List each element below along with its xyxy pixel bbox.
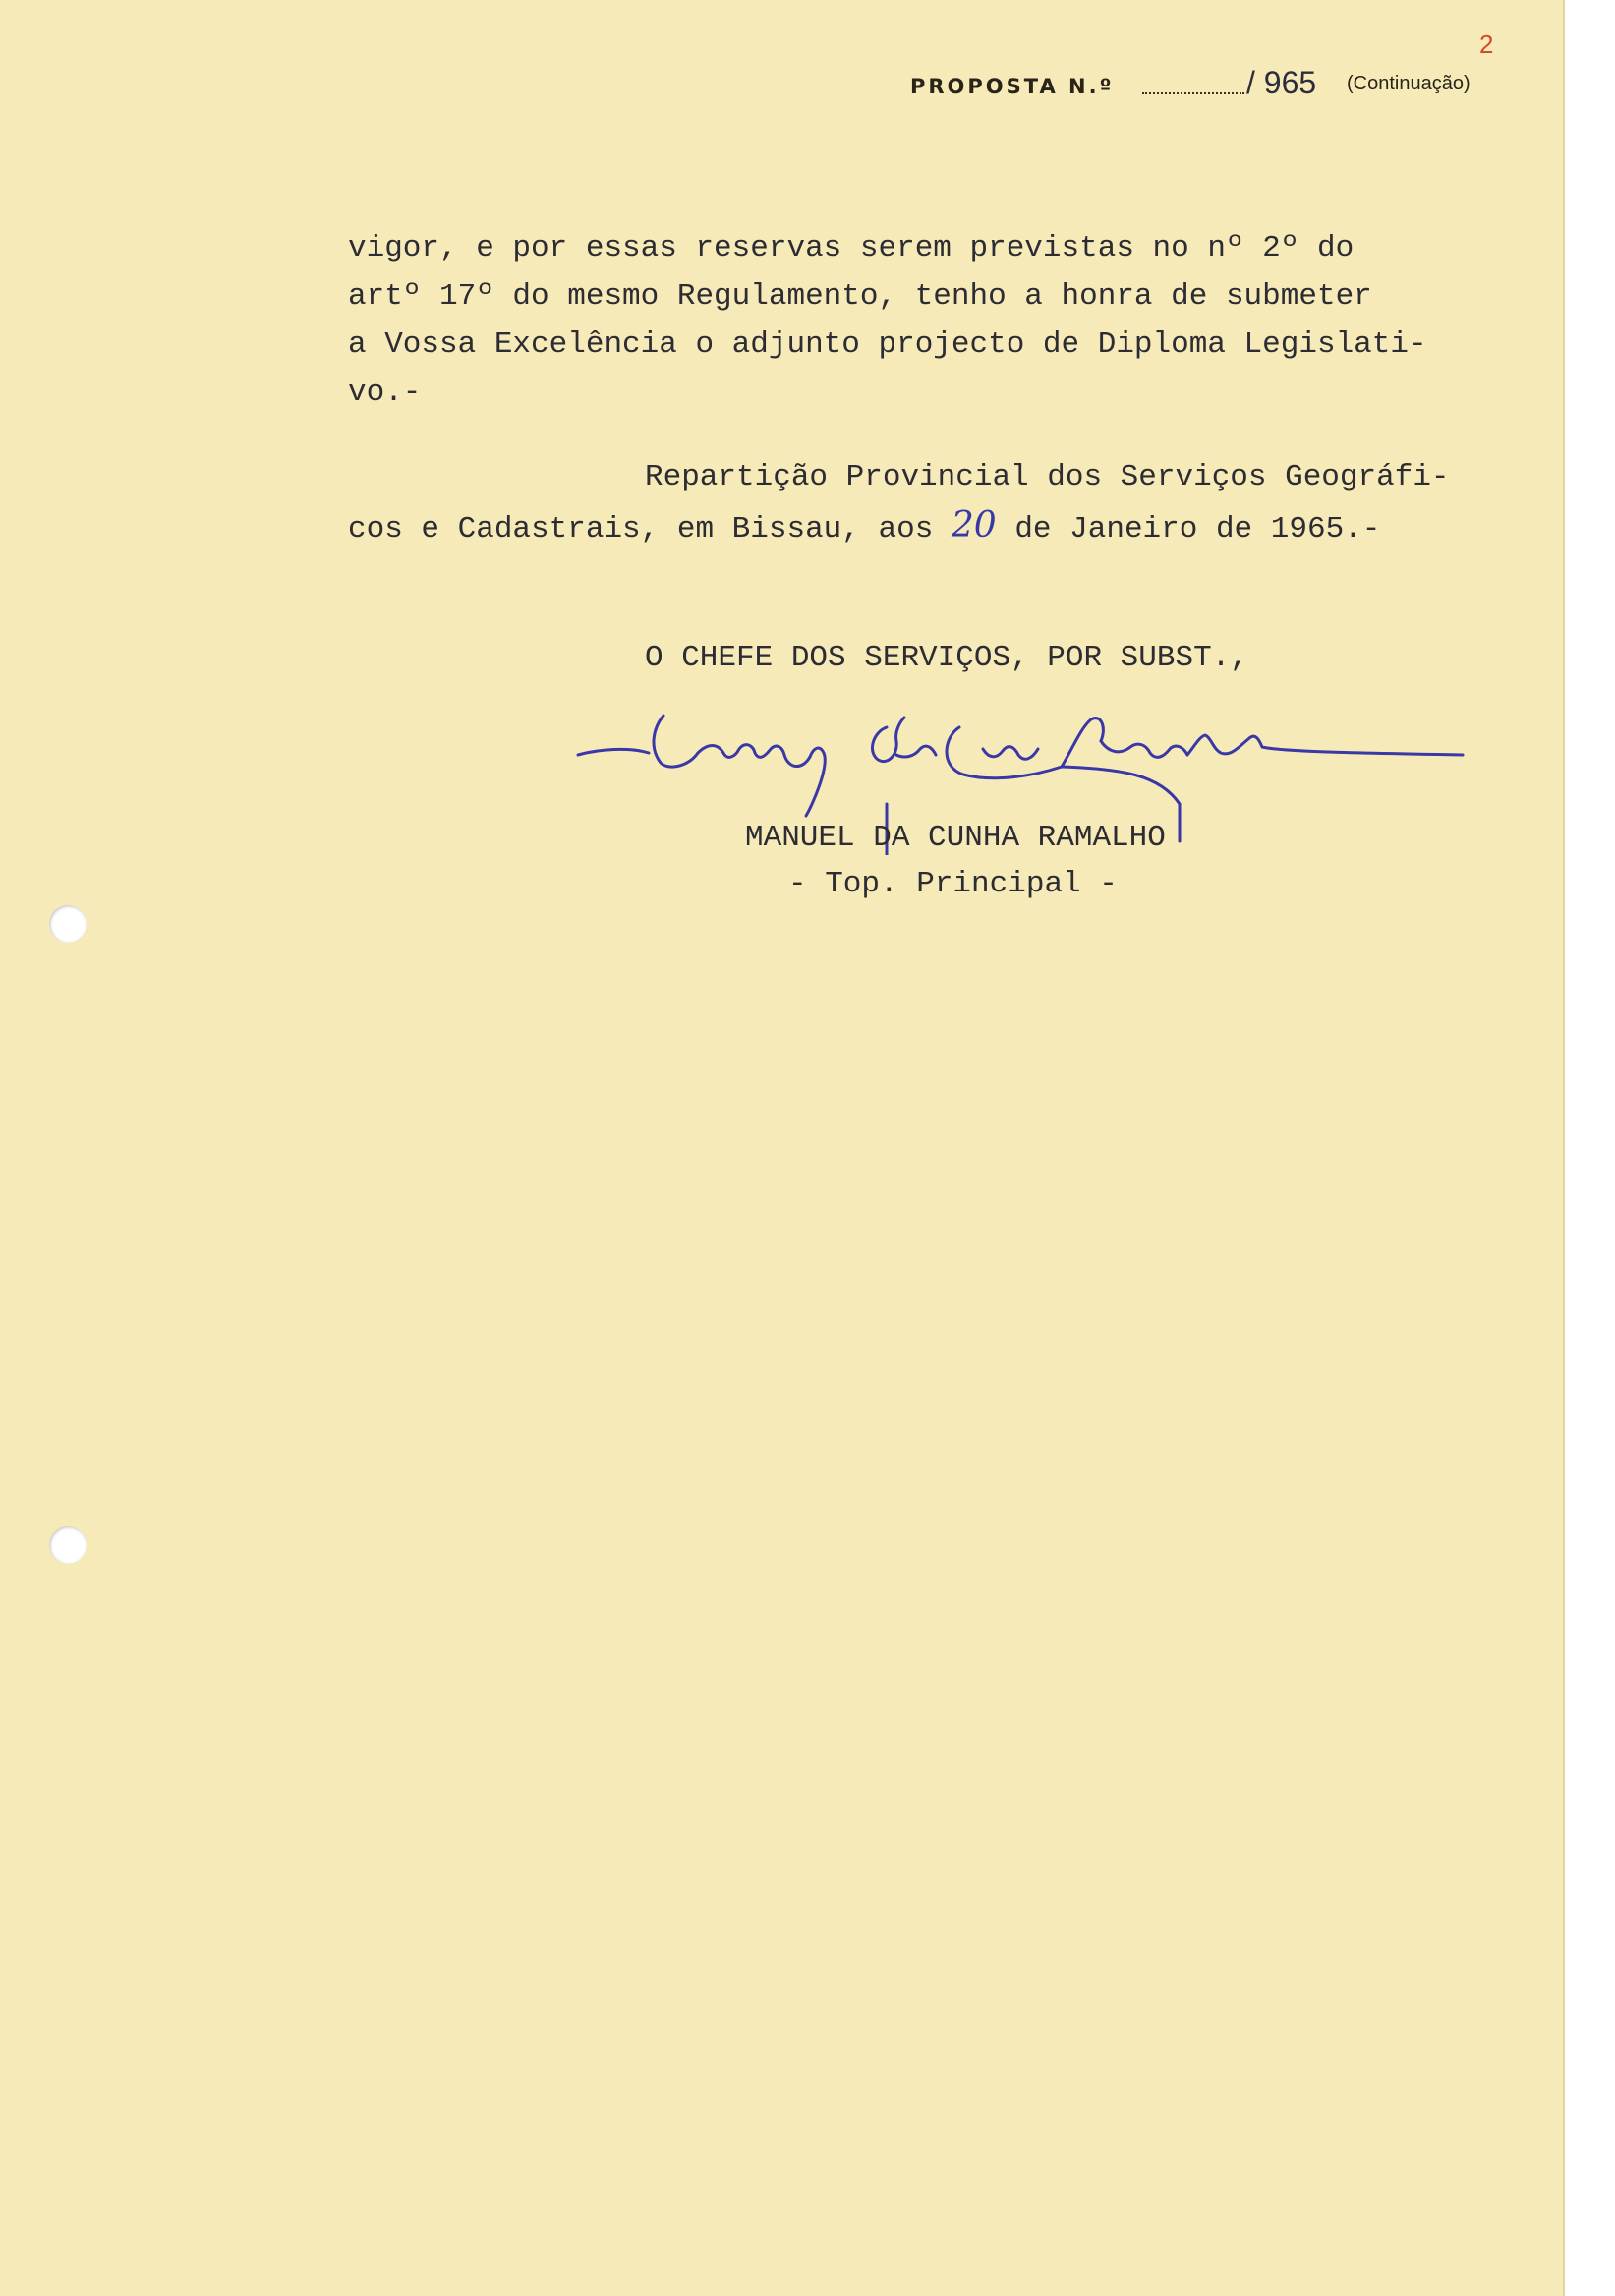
- body-line-6-start: cos e Cadastrais, em Bissau, aos: [348, 512, 952, 546]
- proposal-header: [910, 65, 1490, 104]
- body-line-6-end: de Janeiro de 1965.-: [996, 512, 1381, 546]
- proposal-label: PROPOSTA N.º: [910, 75, 1115, 98]
- body-line-5: Repartição Provincial dos Serviços Geográfi-: [645, 460, 1450, 494]
- body-line-2: artº 17º do mesmo Regulamento, tenho a honra de submeter: [348, 279, 1372, 314]
- signatory-role: - Top. Principal -: [788, 867, 1118, 901]
- body-line-3: a Vossa Excelência o adjunto projecto de Diploma Legislati-: [348, 327, 1427, 362]
- page-number: 2: [1479, 29, 1494, 59]
- punch-hole-top: [49, 905, 87, 943]
- signatory-name: MANUEL DA CUNHA RAMALHO: [745, 821, 1166, 855]
- continuation-label: (Continuação): [1347, 73, 1471, 94]
- punch-hole-bottom: [49, 1526, 87, 1564]
- closing-title: O CHEFE DOS SERVIÇOS, POR SUBST.,: [645, 641, 1248, 675]
- scan-margin: [1565, 0, 1615, 2296]
- body-line-4: vo.-: [348, 375, 422, 410]
- proposal-number-blank: [1142, 92, 1244, 94]
- body-line-1: vigor, e por essas reservas serem previstas no nº 2º do: [348, 231, 1355, 265]
- proposal-number: / 965: [1246, 65, 1317, 100]
- handwritten-date-day: 20: [951, 505, 997, 545]
- body-line-6: [348, 501, 1380, 553]
